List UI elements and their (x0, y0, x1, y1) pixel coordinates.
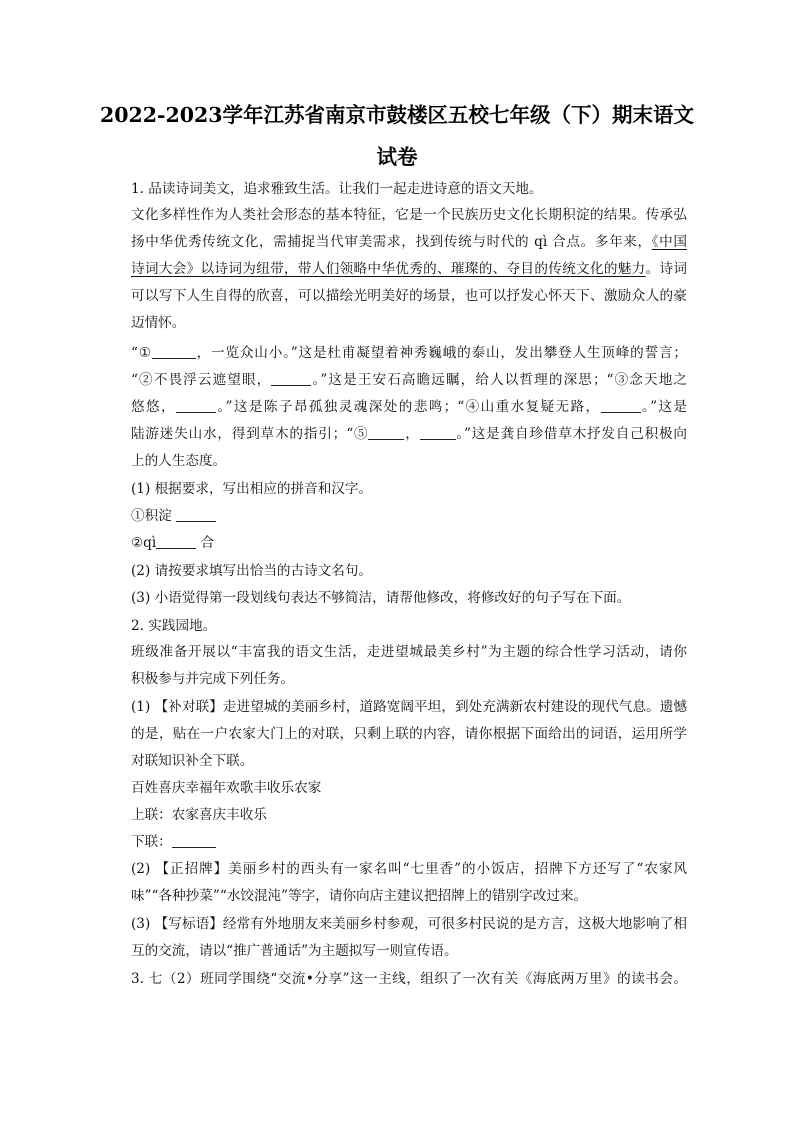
sub-question-1: (1) 根据要求，写出相应的拼音和汉字。 (131, 481, 373, 497)
q1-paragraph-line: 诗词大会》以诗词为纽带，带人们领略中华优秀的、璀璨的、夺目的传统文化的魅力。诗词 (131, 261, 688, 277)
q1-paragraph-line: 迈情怀。 (131, 315, 186, 331)
answer-blank[interactable] (176, 507, 216, 522)
sub-question-1a: ①积淀 (131, 507, 216, 525)
question-2-heading: 2. 实践园地。 (131, 618, 217, 634)
answer-blank[interactable] (156, 534, 196, 549)
question-1-heading: 1. 品读诗词美文，追求雅致生活。让我们一起走进诗意的语文天地。 (131, 181, 543, 197)
document-title: 2022-2023学年江苏省南京市鼓楼区五校七年级（下）期末语文 (99, 103, 695, 127)
q1-paragraph-line: 扬中华优秀传统文化，需捕捉当代审美需求，找到传统与时代的 qì 合点。多年来，《中国 (131, 234, 687, 250)
answer-blank[interactable] (176, 398, 216, 413)
underlined-sentence: 《中国 (651, 234, 687, 250)
couplet-lower: 下联： (131, 833, 216, 851)
underlined-sentence: 诗词大会》以诗词为纽带，带人们领略中华优秀的、璀璨的、夺目的传统文化的魅力 (131, 261, 646, 277)
q2-task-1-line: 对联知识补全下联。 (131, 753, 254, 769)
q1-paragraph-line: 可以写下人生自得的欣喜，可以描绘光明美好的场景，也可以抒发心怀天下、激励众人的豪 (131, 288, 687, 304)
answer-blank[interactable] (271, 371, 311, 386)
q2-task-3-line: 互的交流，请以“推广普通话”为主题拟写一则宣传语。 (131, 943, 458, 959)
q1-paragraph-line: 文化多样性作为人类社会形态的基本特征，它是一个民族历史文化长期积淀的结果。传承弘 (131, 207, 687, 223)
answer-blank[interactable] (152, 344, 196, 359)
q2-task-1-line: 的是，贴在一户农家大门上的对联，只剩上联的内容，请你根据下面给出的词语，运用所学 (131, 726, 687, 742)
poem-line: “① ，一览众山小。”这是杜甫凝望着神秀巍峨的泰山，发出攀登人生顶峰的誓言； (131, 345, 687, 361)
answer-blank[interactable] (172, 833, 216, 848)
q2-paragraph-line: 积极参与并完成下列任务。 (131, 671, 295, 687)
q2-task-2-line: (2) 【正招牌】美丽乡村的西头有一家名叫“七里香”的小饭店，招牌下方还写了“农家风 (131, 861, 687, 877)
couplet-upper: 上联：农家喜庆丰收乐 (131, 807, 267, 823)
answer-blank[interactable] (420, 425, 456, 440)
document-title-continued: 试卷 (376, 145, 418, 169)
poem-line: 上的人生态度。 (131, 453, 227, 469)
poem-line: 陆游迷失山水，得到草木的指引；“⑤ ， 。”这是龚自珍借草木抒发自己积极向 (131, 426, 688, 442)
q2-paragraph-line: 班级准备开展以“丰富我的语文生活，走进望城最美乡村”为主题的综合性学习活动，请你 (131, 644, 687, 660)
sub-question-2: (2) 请按要求填写出恰当的古诗文名句。 (131, 563, 373, 579)
sub-question-1b: ②qì 合 (131, 535, 215, 551)
poem-line: “②不畏浮云遮望眼， 。”这是王安石高瞻远瞩，给人以哲理的深思；“③念天地之 (131, 372, 687, 388)
question-3-heading: 3. 七（2）班同学围绕“交流•分享”这一主线，组织了一次有关《海底两万里》的读书会。 (131, 971, 687, 987)
q2-task-2-line: 味”“各种抄菜”“水饺混沌”等字，请你向店主建议把招牌上的错别字改过来。 (131, 888, 588, 904)
poem-line: 悠悠， 。”这是陈子昂孤独灵魂深处的悲鸣；“④山重水复疑无路， 。”这是 (131, 399, 687, 415)
q2-task-1-line: (1) 【补对联】走进望城的美丽乡村，道路宽阔平坦，到处充满新农村建设的现代气息。遗憾 (131, 699, 687, 715)
answer-blank[interactable] (368, 425, 404, 440)
answer-blank[interactable] (601, 398, 641, 413)
sub-question-3: (3) 小语觉得第一段划线句表达不够简洁，请帮他修改，将修改好的句子写在下面。 (131, 590, 631, 606)
couplet-word-bank: 百姓喜庆幸福年欢歌丰收乐农家 (131, 780, 322, 796)
q2-task-3-line: (3) 【写标语】经常有外地朋友来美丽乡村参观，可很多村民说的是方言，这极大地影响了相 (131, 916, 687, 932)
